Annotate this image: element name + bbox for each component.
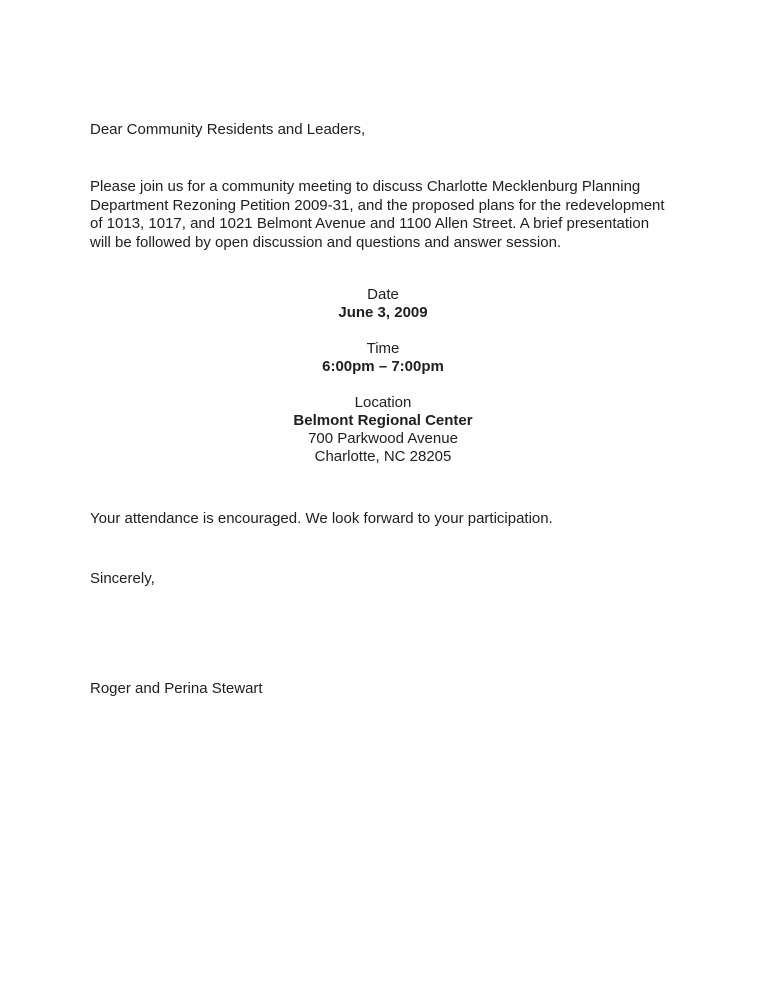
time-label: Time <box>366 340 400 357</box>
date-value: June 3, 2009 <box>338 304 428 321</box>
location-name: Belmont Regional Center <box>293 412 473 429</box>
signoff: Sincerely, <box>90 570 155 587</box>
location-block <box>233 394 533 466</box>
paragraph-line: of 1013, 1017, and 1021 Belmont Avenue and 1100 Allen Street. A brief presentation <box>90 215 650 232</box>
paragraph-line: Please join us for a community meeting to discuss Charlotte Mecklenburg Planning <box>90 178 641 195</box>
paragraph-line: will be followed by open discussion and questions and answer session. <box>90 233 562 251</box>
date-block <box>233 286 533 322</box>
location-label: Location <box>354 394 412 411</box>
paragraph-line: Department Rezoning Petition 2009-31, and the proposed plans for the redevelopment <box>90 196 665 214</box>
time-value: 6:00pm – 7:00pm <box>322 358 444 375</box>
time-block <box>233 340 533 376</box>
salutation: Dear Community Residents and Leaders, <box>90 121 366 138</box>
location-city: Charlotte, NC 28205 <box>314 448 452 465</box>
signature-names: Roger and Perina Stewart <box>90 680 263 697</box>
date-label: Date <box>367 286 399 303</box>
location-street: 700 Parkwood Avenue <box>308 430 458 447</box>
closing-sentence: Your attendance is encouraged. We look forward to your participation. <box>90 510 553 527</box>
meeting-details <box>233 286 533 484</box>
invitation-paragraph <box>90 178 690 252</box>
